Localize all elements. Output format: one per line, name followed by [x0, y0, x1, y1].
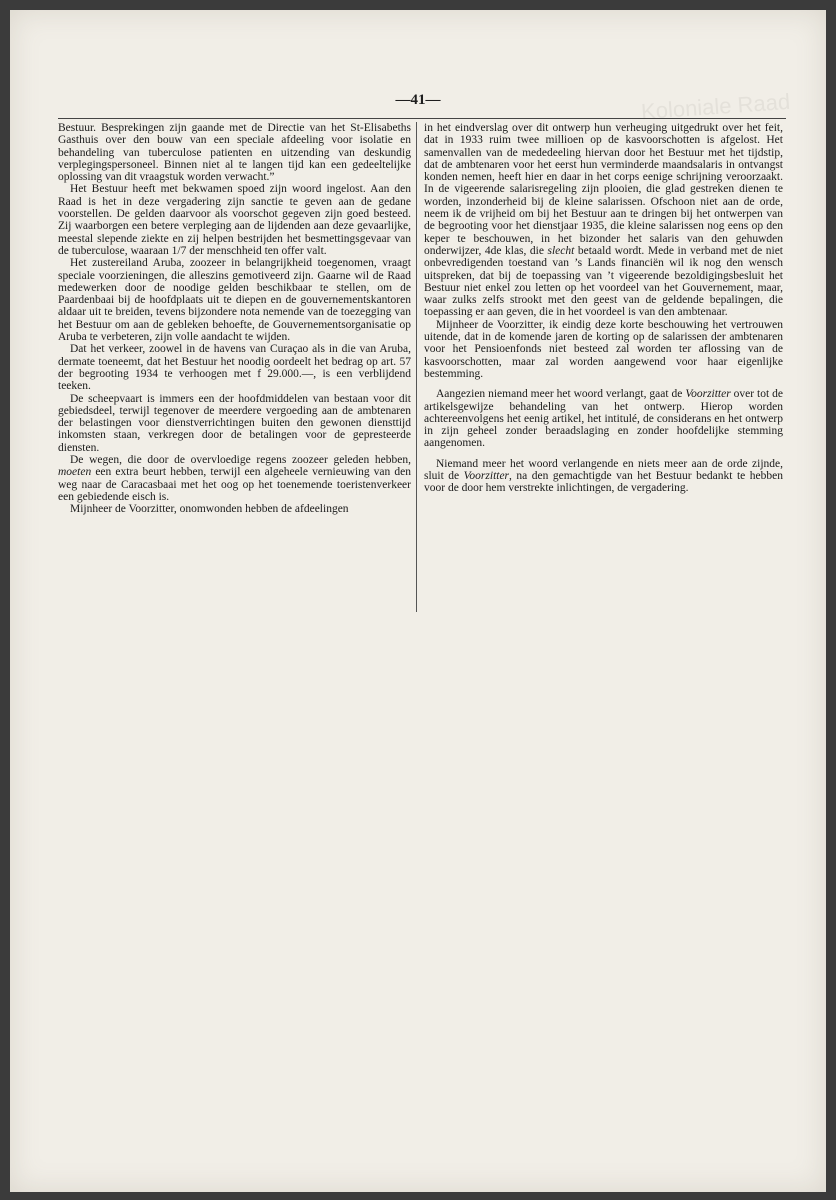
emphasis: slecht [547, 244, 575, 257]
text-run: , na den gemachtigde van het Bestuur bedankt te hebben voor de door hem verstrekte inlichtingen, de vergadering. [424, 470, 783, 495]
text-run: over tot de artikelsgewijze behandeling van het ontwerp. Hierop worden achtereenvolgens het eenig artikel, het intitulé, de considerans en het ontwerp in zijn geheel zonder beraadslaging en zonder hoofdelijke stemming aangenomen. [424, 388, 783, 450]
paragraph [424, 458, 783, 495]
emphasis: Voorzitter [463, 470, 510, 483]
paragraph: De scheepvaart is immers een der hoofdmiddelen van bestaan voor dit gebiedsdeel, terwijl tegenover de meerdere vergoeding aan de ambtenaren der belastingen voor dienstverrichtingen buiten den gewonen diensttijd inkomsten staan, verkregen door de betalingen voor de gepresteerde diensten. [58, 392, 411, 454]
paragraph: Bestuur. Besprekingen zijn gaande met de Directie van het St-Elisabeths Gasthuis over den bouw van een speciale afdeeling voor isolatie en behandeling van tuberculose patienten en uitzending van deskundig verplegingspersoneel. Binnen niet al te langen tijd kan een gedeeltelijke oplossing van dit vraagstuk worden verwacht.” [58, 122, 411, 184]
text-run: Aangezien niemand meer het woord verlangt, gaat de [436, 388, 686, 401]
text-run: betaald wordt. Mede in verband met de niet onbevredigenden toestand van ’s Lands financiën wil ik nog den wensch uitspreken, dat bij de toepassing van ’t vigeerende bezoldigingsbesluit het Bestuur niet enkel zou letten op het voordeel van het Gouvernement, maar, waar zulks zelfs strookt met den geest van de geldende bepalingen, die toepassing er aan geven, die in het voordeel is van den ambtenaar. [424, 244, 784, 319]
emphasis: moeten [58, 466, 92, 479]
column-divider [416, 122, 417, 612]
paragraph [58, 454, 411, 503]
text-run: in het eindverslag over dit ontwerp hun verheuging uitgedrukt over het feit, dat in 1933 ruim twee millioen op de kasvoorschotten is afgelost. Het samenvallen van de mededeeling hiervan door het Bestuur met het tijdstip, dat de ambtenaren voor het eerst hun verminderde maandsalaris in ontvangst konden nemen, heeft hier en daar in het corps eenige schrijning veroorzaakt. In de vigeerende salarisregeling zijn plooien, die glad gestreken dienen te worden, inzonderheid bij de kleine salarissen. Ofschoon niet aan de orde, neem ik de vrijheid om bij het Bestuur aan te dringen bij het ontwerpen van de begrooting voor het dienstjaar 1935, die kleine salarissen nog eens op den keper te beschouwen, in het bizonder het salaris van den gehuwden onderwijzer, 4de klas, die [424, 122, 783, 257]
text-run: De wegen, die door de overvloedige regens zoozeer geleden hebben, [70, 454, 411, 467]
document-page [10, 10, 826, 1192]
right-column [424, 122, 783, 495]
paragraph [424, 122, 783, 319]
emphasis: Voorzitter [685, 388, 731, 401]
paragraph: Mijnheer de Voorzitter, ik eindig deze korte beschouwing het vertrouwen uitende, dat in de komende jaren de korting op de salarissen der ambtenaren voor het Pensioenfonds niet besteed zal worden ter aflossing van de kasvoorschotten, maar zal worden aangewend voor haar eigenlijke bestemming. [424, 318, 783, 380]
page-number: —41— [395, 92, 441, 108]
paragraph: Dat het verkeer, zoowel in de havens van Curaçao als in die van Aruba, dermate toeneemt, dat het Bestuur het noodig oordeelt het bedrag op art. 57 der begrooting 1934 te verhoogen met f 29.000.—, is een verblijdend teeken. [58, 343, 411, 393]
faded-stamp: Koloniale Raad [640, 88, 791, 125]
paragraph [424, 388, 783, 449]
header-rule [58, 118, 786, 119]
paragraph: Het zustereiland Aruba, zoozeer in belangrijkheid toegenomen, vraagt speciale voorzieningen, die alleszins gemotiveerd zijn. Gaarne wil de Raad medewerken door de noodige gelden beschikbaar te stellen, om de Paardenbaai bij de hoofdplaats uit te diepen en de gouvernementskantoren aldaar uit te breiden, tevens bijzondere nota nemende van de toezegging van het Bestuur om aan de gebleken behoefte, de Gouvernementsorganisatie op Aruba te verbeteren, zijn volle aandacht te wijden. [58, 257, 411, 344]
paragraph: Het Bestuur heeft met bekwamen spoed zijn woord ingelost. Aan den Raad is het in deze vergadering zijn sanctie te geven aan de gedane voorstellen. De gelden daarvoor als voorschot gegeven zijn goed besteed. Zij waarborgen een betere verpleging aan de lijdenden aan deze gevaarlijke, meestal slepende ziekte en zij helpen bestrijden het besmettingsgevaar van de tuberculose, waaraan 1/7 der menschheid ten offer valt. [58, 183, 411, 257]
text-run: een extra beurt hebben, terwijl een algeheele vernieuwing van den weg naar de Caracasbaai met het oog op het toenemende toeristenverkeer een gebiedende eisch is. [58, 466, 411, 503]
left-column [58, 122, 411, 516]
paragraph: Mijnheer de Voorzitter, onomwonden hebben de afdeelingen [70, 503, 349, 516]
text-run: Niemand meer het woord verlangende en niets meer aan de orde zijnde, sluit de [424, 457, 783, 483]
